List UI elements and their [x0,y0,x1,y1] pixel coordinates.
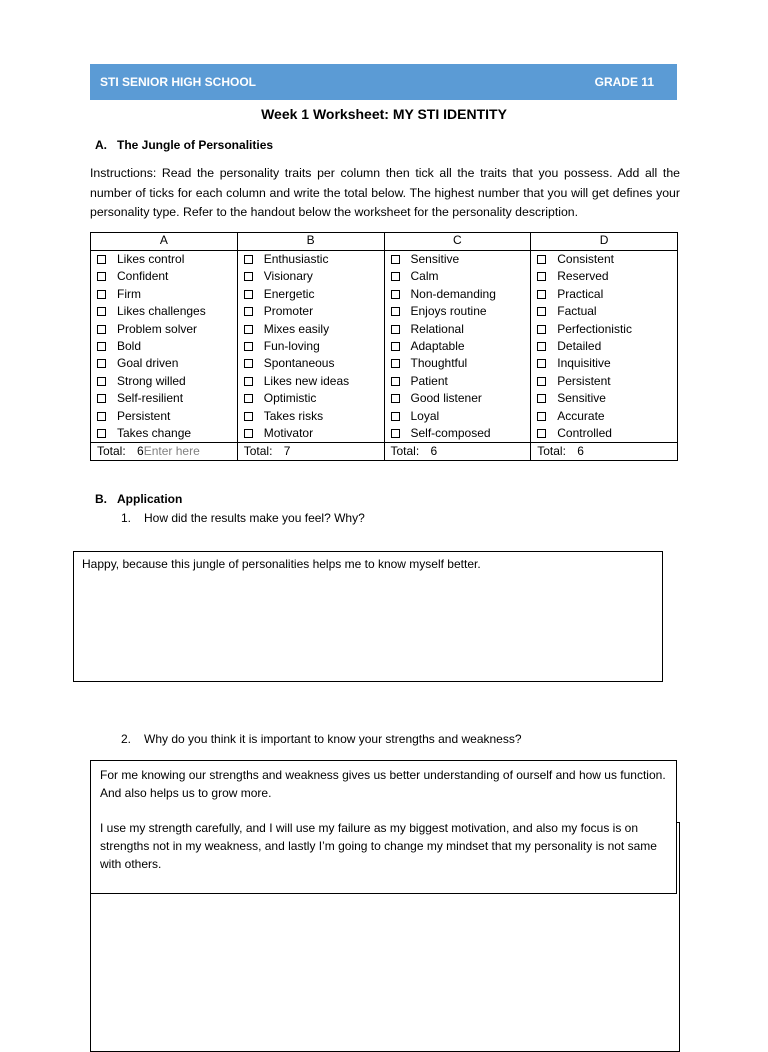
trait-item[interactable] [97,408,237,425]
trait-item[interactable] [537,321,677,338]
checkbox[interactable] [391,412,400,421]
trait-label: Motivator [263,425,314,440]
trait-label: Good listener [410,391,482,406]
trait-label: Goal driven [117,356,179,371]
trait-item[interactable] [97,355,237,372]
answer-2-box[interactable] [90,760,677,894]
trait-label: Relational [410,321,464,336]
checkbox[interactable] [537,342,546,351]
trait-item[interactable] [97,338,237,355]
header-banner [90,64,677,100]
answer-2-paragraph-1: For me knowing our strengths and weakness gives us better understanding of ourself and how us function. And also helps us to grow more. [100,768,666,800]
total-value-d: 6 [577,444,584,459]
trait-item[interactable] [391,251,531,268]
total-placeholder-a[interactable]: Enter here [143,444,200,459]
total-value-a: 6 [137,444,144,459]
trait-item[interactable] [244,338,384,355]
checkbox[interactable] [391,377,400,386]
trait-label: Perfectionistic [557,321,632,336]
trait-item[interactable] [244,303,384,320]
trait-label: Non-demanding [410,286,496,301]
trait-label: Inquisitive [557,356,611,371]
trait-column-d [531,251,678,443]
trait-column-b [237,251,384,443]
checkbox[interactable] [537,394,546,403]
question-1 [121,511,365,525]
traits-row [91,251,678,443]
total-cell-a[interactable] [91,443,238,461]
trait-label: Loyal [410,408,440,423]
total-label: Total: [390,444,420,459]
checkbox[interactable] [97,412,106,421]
column-header-d: D [531,233,678,251]
trait-label: Self-composed [410,425,491,440]
trait-label: Visionary [263,269,313,284]
trait-item[interactable] [391,338,531,355]
total-label: Total: [537,444,566,459]
question-2-text: Why do you think it is important to know your strengths and weakness? [144,732,522,746]
trait-item[interactable] [537,251,677,268]
column-header-c: C [384,233,531,251]
trait-label: Bold [117,338,142,353]
checkbox[interactable] [244,412,253,421]
trait-label: Consistent [557,252,614,266]
trait-item[interactable] [391,425,531,442]
checkbox[interactable] [537,290,546,299]
trait-item[interactable] [97,321,237,338]
trait-column-c [384,251,531,443]
trait-item[interactable] [97,373,237,390]
trait-item[interactable] [244,251,384,268]
trait-item[interactable] [244,373,384,390]
answer-1-box[interactable]: Happy, because this jungle of personalities helps me to know myself better. [73,551,663,682]
checkbox[interactable] [97,429,106,438]
trait-column-a [91,251,238,443]
trait-item[interactable] [391,390,531,407]
question-1-text: How did the results make you feel? Why? [144,511,365,525]
trait-item[interactable] [391,268,531,285]
checkbox[interactable] [537,377,546,386]
trait-label: Strong willed [117,373,186,388]
trait-item[interactable] [97,251,237,268]
trait-label: Adaptable [410,338,465,353]
trait-label: Takes change [117,425,192,440]
trait-item[interactable] [244,355,384,372]
question-2-number: 2. [121,732,132,746]
trait-item[interactable] [537,373,677,390]
trait-item[interactable] [537,286,677,303]
trait-label: Takes risks [263,408,324,423]
trait-item[interactable] [537,408,677,425]
checkbox[interactable] [391,394,400,403]
checkbox[interactable] [97,307,106,316]
checkbox[interactable] [97,272,106,281]
trait-label: Calm [410,269,439,284]
total-value-b: 7 [283,444,291,459]
total-label: Total: [97,444,126,459]
section-a-heading [95,138,273,152]
trait-item[interactable] [537,268,677,285]
trait-label: Likes control [117,252,185,266]
checkbox[interactable] [97,394,106,403]
trait-label: Factual [557,304,597,319]
trait-label: Confident [117,269,169,284]
checkbox[interactable] [97,255,106,264]
checkbox[interactable] [537,429,546,438]
checkbox[interactable] [537,359,546,368]
checkbox[interactable] [391,325,400,334]
section-b-title: Application [117,492,183,506]
checkbox[interactable] [391,429,400,438]
trait-item[interactable] [97,390,237,407]
trait-item[interactable] [537,303,677,320]
answer-2-paragraph-2: I use my strength carefully, and I will use my failure as my biggest motivation, and also my focus is on strengths not in my weakness, and lastly I’m going to change my mindset that my personality is not same with others. [100,821,657,871]
table-header-row [91,233,678,251]
trait-item[interactable] [391,408,531,425]
checkbox[interactable] [537,325,546,334]
checkbox[interactable] [244,325,253,334]
total-label: Total: [243,444,273,459]
checkbox[interactable] [97,377,106,386]
section-a-label: A. [95,138,107,152]
checkbox[interactable] [97,325,106,334]
checkbox[interactable] [244,429,253,438]
trait-label: Likes new ideas [263,373,350,388]
trait-item[interactable] [97,286,237,303]
trait-item[interactable] [244,268,384,285]
trait-label: Self-resilient [117,391,184,406]
checkbox[interactable] [537,412,546,421]
checkbox[interactable] [244,290,253,299]
question-2 [121,732,522,746]
section-b-label: B. [95,492,107,506]
checkbox[interactable] [391,272,400,281]
trait-item[interactable] [244,286,384,303]
grade-label: GRADE 11 [594,75,654,89]
trait-item[interactable] [391,286,531,303]
personality-table [90,232,678,461]
trait-item[interactable] [537,425,677,442]
trait-label: Enjoys routine [410,304,487,319]
trait-item[interactable] [97,303,237,320]
trait-label: Persistent [117,408,171,423]
total-cell-b[interactable] [237,443,384,461]
section-a-title: The Jungle of Personalities [117,138,274,152]
trait-label: Patient [410,373,448,388]
trait-label: Promoter [263,304,314,319]
column-header-b: B [237,233,384,251]
totals-row [91,443,678,461]
trait-item[interactable] [97,268,237,285]
checkbox[interactable] [391,342,400,351]
trait-item[interactable] [537,355,677,372]
checkbox[interactable] [244,359,253,368]
trait-item[interactable] [244,408,384,425]
section-b-heading [95,492,182,506]
trait-item[interactable] [97,425,237,442]
checkbox[interactable] [97,342,106,351]
trait-label: Problem solver [117,321,198,336]
trait-item[interactable] [244,321,384,338]
checkbox[interactable] [537,272,546,281]
instructions: Instructions: Read the personality traits per column then tick all the traits that you possess. Add all the number of ticks for each column and write the total below. The highest number that you will get defines your personality type. Refer to the handout below the worksheet for the personality description. [90,166,680,219]
trait-label: Firm [117,286,141,301]
trait-label: Sensitive [557,391,606,406]
checkbox[interactable] [537,255,546,264]
checkbox[interactable] [244,255,253,264]
checkbox[interactable] [97,290,106,299]
checkbox[interactable] [391,307,400,316]
checkbox[interactable] [391,359,400,368]
total-cell-d[interactable] [531,443,678,461]
trait-label: Thoughtful [410,356,468,371]
trait-label: Optimistic [263,391,317,406]
trait-label: Practical [557,286,604,301]
question-1-number: 1. [121,511,132,525]
trait-label: Spontaneous [263,356,335,371]
checkbox[interactable] [244,307,253,316]
trait-item[interactable] [244,425,384,442]
trait-label: Sensitive [410,252,460,266]
checkbox[interactable] [244,394,253,403]
checkbox[interactable] [391,255,400,264]
trait-label: Enthusiastic [263,252,329,266]
page-title: Week 1 Worksheet: MY STI IDENTITY [261,106,507,122]
trait-label: Likes challenges [117,304,206,319]
column-header-a: A [91,233,238,251]
trait-item[interactable] [391,303,531,320]
checkbox[interactable] [244,377,253,386]
trait-item[interactable] [391,355,531,372]
trait-label: Detailed [557,338,602,353]
checkbox[interactable] [537,307,546,316]
trait-label: Fun-loving [263,338,320,353]
total-cell-c[interactable] [384,443,531,461]
trait-item[interactable] [537,338,677,355]
trait-item[interactable] [391,321,531,338]
checkbox[interactable] [97,359,106,368]
trait-label: Energetic [263,286,315,301]
trait-label: Reserved [557,269,609,284]
trait-item[interactable] [537,390,677,407]
trait-label: Mixes easily [263,321,330,336]
checkbox[interactable] [244,272,253,281]
trait-label: Accurate [557,408,605,423]
school-name: STI SENIOR HIGH SCHOOL [100,75,257,89]
total-value-c: 6 [430,444,438,459]
trait-label: Persistent [557,373,611,388]
trait-item[interactable] [244,390,384,407]
checkbox[interactable] [244,342,253,351]
checkbox[interactable] [391,290,400,299]
trait-item[interactable] [391,373,531,390]
trait-label: Controlled [557,425,612,440]
